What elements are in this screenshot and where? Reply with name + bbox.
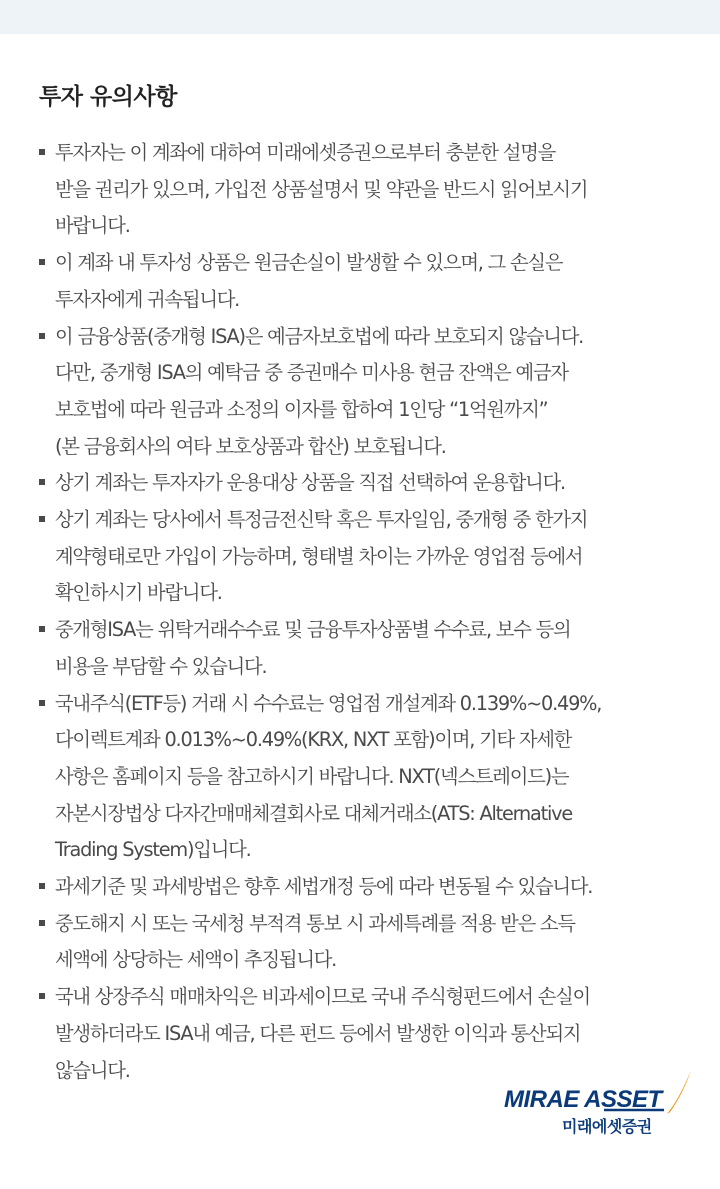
notice-line: 발생하더라도 ISA내 예금, 다른 펀드 등에서 발생한 이익과 통산되지 (55, 1021, 581, 1045)
notice-line: 받을 권리가 있으며, 가입전 상품설명서 및 약관을 반드시 읽어보시기 (55, 177, 588, 201)
notice-line: 과세기준 및 과세방법은 향후 세법개정 등에 따라 변동될 수 있습니다. (55, 875, 593, 899)
notice-item (38, 502, 692, 612)
notice-line: 투자자에게 귀속됩니다. (55, 287, 240, 311)
notice-list (38, 135, 692, 1089)
notice-line: (본 금융회사의 여타 보호상품과 합산) 보호됩니다. (55, 434, 446, 458)
notice-line: 상기 계좌는 당사에서 특정금전신탁 혹은 투자일임, 중개형 중 한가지 (55, 508, 588, 532)
notice-line: 사항은 홈페이지 등을 참고하시기 바랍니다. NXT(넥스트레이드)는 (55, 764, 569, 788)
notice-line: 자본시장법상 다자간매매체결회사로 대체거래소(ATS: Alternative (55, 801, 573, 825)
notice-line: 다만, 중개형 ISA의 예탁금 중 증권매수 미사용 현금 잔액은 예금자 (55, 361, 568, 385)
notice-line: 상기 계좌는 투자자가 운용대상 상품을 직접 선택하여 운용합니다. (55, 471, 565, 495)
notice-line: 이 금융상품(중개형 ISA)은 예금자보호법에 따라 보호되지 않습니다. (55, 324, 584, 348)
notice-line: Trading System)입니다. (55, 838, 251, 862)
notice-item (38, 245, 692, 318)
top-band (0, 0, 720, 34)
notice-line: 국내 상장주식 매매차익은 비과세이므로 국내 주식형펀드에서 손실이 (55, 985, 590, 1009)
notice-item (38, 135, 692, 245)
notice-item (38, 686, 692, 870)
notice-item (38, 319, 692, 466)
notice-line: 이 계좌 내 투자성 상품은 원금손실이 발생할 수 있으며, 그 손실은 (55, 251, 563, 275)
notice-item (38, 465, 692, 502)
logo-text-ko: 미래에셋증권 (562, 1117, 652, 1136)
notice-line: 중도해지 시 또는 국세청 부적격 통보 시 과세특례를 적용 받은 소득 (55, 911, 575, 935)
notice-item (38, 869, 692, 906)
notice-line: 확인하시기 바랍니다. (55, 581, 222, 605)
page-title: 투자 유의사항 (39, 84, 177, 110)
notice-line: 바랍니다. (55, 214, 130, 238)
notice-item (38, 906, 692, 979)
notice-line: 국내주식(ETF등) 거래 시 수수료는 영업점 개설계좌 0.139%~0.49%, (55, 691, 602, 715)
notice-line: 중개형ISA는 위탁거래수수료 및 금융투자상품별 수수료, 보수 등의 (55, 618, 571, 642)
notice-line: 다이렉트계좌 0.013%~0.49%(KRX, NXT 포함)이며, 기타 자세한 (55, 728, 572, 752)
notice-line: 세액에 상당하는 세액이 추징됩니다. (55, 948, 337, 972)
notice-line: 보호법에 따라 원금과 소정의 이자를 합하여 1인당 “1억원까지” (55, 397, 548, 421)
notice-line: 않습니다. (55, 1058, 130, 1082)
notice-item (38, 612, 692, 685)
notice-line: 투자자는 이 계좌에 대하여 미래에셋증권으로부터 충분한 설명을 (55, 141, 556, 164)
notice-line: 비용을 부담할 수 있습니다. (55, 654, 267, 678)
logo-text-en: MIRAE ASSET (504, 1086, 662, 1113)
notice-line: 계약형태로만 가입이 가능하며, 형태별 차이는 가까운 영업점 등에서 (55, 544, 583, 568)
mirae-asset-logo (504, 1070, 694, 1140)
